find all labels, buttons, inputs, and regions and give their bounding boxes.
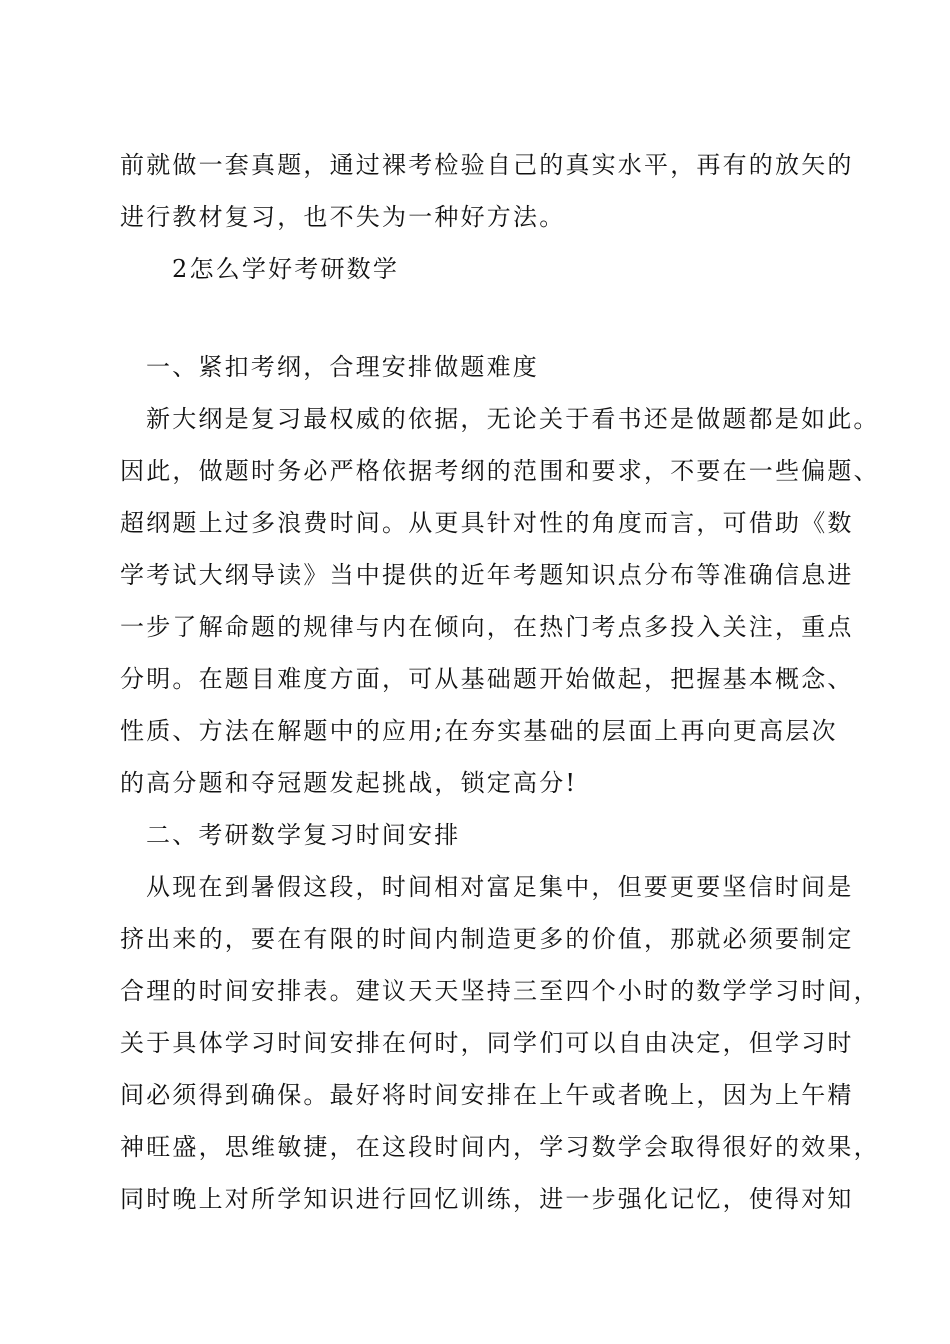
paragraph-line: 的高分题和夺冠题发起挑战，锁定高分! <box>120 769 578 797</box>
paragraph-line: 间必须得到确保。最好将时间安排在上午或者晚上，因为上午精 <box>120 1081 854 1109</box>
paragraph-line: 性质、方法在解题中的应用;在夯实基础的层面上再向更高层次 <box>120 717 838 745</box>
paragraph-line: 前就做一套真题，通过裸考检验自己的真实水平，再有的放矢的 <box>120 151 854 179</box>
paragraph-line: 新大纲是复习最权威的依据，无论关于看书还是做题都是如此。 <box>146 405 880 433</box>
subsection-heading: 一、紧扣考纲，合理安排做题难度 <box>146 353 539 381</box>
paragraph-line: 挤出来的，要在有限的时间内制造更多的价值，那就必须要制定 <box>120 925 854 953</box>
section-heading: 2怎么学好考研数学 <box>172 255 400 283</box>
paragraph-line: 神旺盛，思维敏捷，在这段时间内，学习数学会取得很好的效果， <box>120 1133 880 1161</box>
paragraph-line: 合理的时间安排表。建议天天坚持三至四个小时的数学学习时间， <box>120 977 880 1005</box>
paragraph-line: 进行教材复习，也不失为一种好方法。 <box>120 203 566 231</box>
paragraph-line: 一步了解命题的规律与内在倾向，在热门考点多投入关注，重点 <box>120 613 854 641</box>
paragraph-line: 学考试大纲导读》当中提供的近年考题知识点分布等准确信息进 <box>120 561 854 589</box>
paragraph-line: 关于具体学习时间安排在何时，同学们可以自由决定，但学习时 <box>120 1029 854 1057</box>
paragraph-line: 同时晚上对所学知识进行回忆训练，进一步强化记忆，使得对知 <box>120 1185 854 1213</box>
paragraph-line: 从现在到暑假这段，时间相对富足集中，但要更要坚信时间是 <box>146 873 854 901</box>
paragraph-line: 超纲题上过多浪费时间。从更具针对性的角度而言，可借助《数 <box>120 509 854 537</box>
paragraph-line: 分明。在题目难度方面，可从基础题开始做起，把握基本概念、 <box>120 665 854 693</box>
paragraph-line: 因此，做题时务必严格依据考纲的范围和要求，不要在一些偏题、 <box>120 457 880 485</box>
subsection-heading: 二、考研数学复习时间安排 <box>146 821 461 849</box>
